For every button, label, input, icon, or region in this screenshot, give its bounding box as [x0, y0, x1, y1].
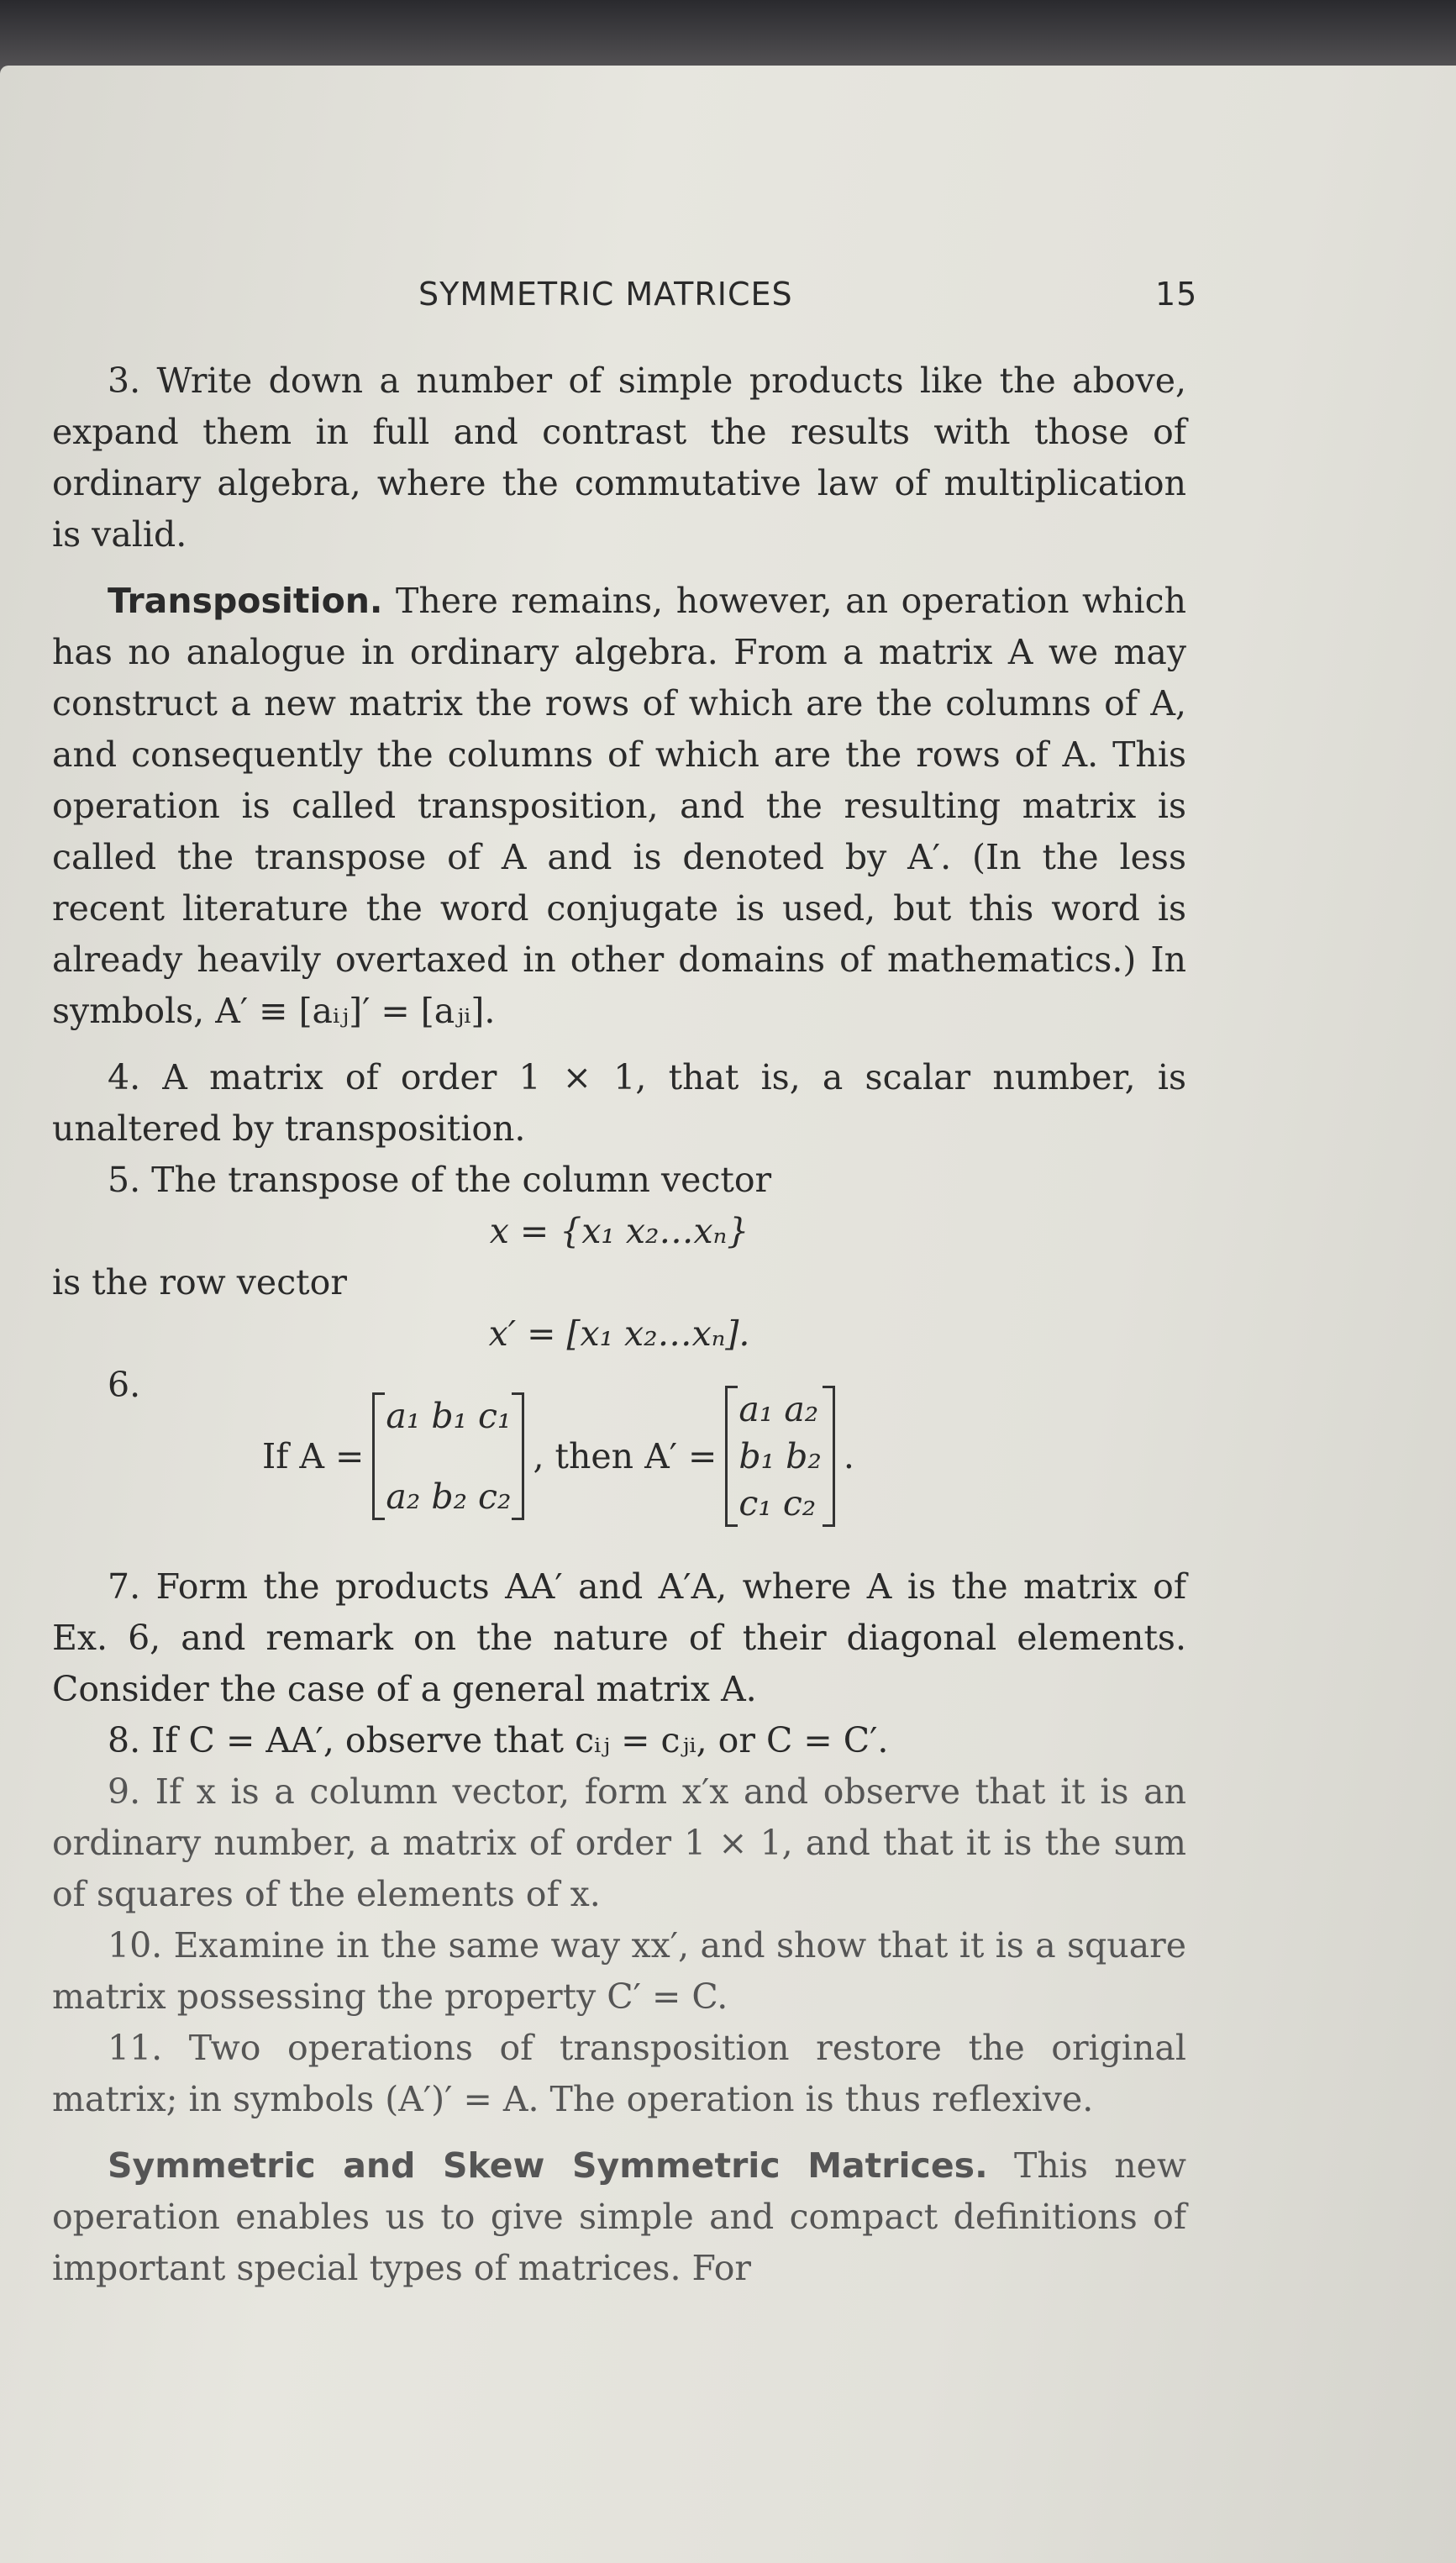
exercise-9: 9. If x is a column vector, form x′x and observe that it is an ordinary number, a matrix of order 1 × 1, and that it is the sum of squares of the elements of x.	[52, 1771, 1186, 1914]
exercise-3: 3. Write down a number of simple products like the above, expand them in full and contrast the results with those of ordinary algebra, where the commutative law of multiplication is valid.	[52, 361, 1186, 555]
exercise-6-equation	[254, 1360, 863, 1553]
transposition-heading: Transposition.	[108, 581, 383, 621]
matrix-a-transpose	[725, 1386, 834, 1527]
running-title: SYMMETRIC MATRICES	[418, 276, 793, 313]
page-body	[52, 355, 1186, 2294]
matrix-at-row-1: a₁ a₂	[739, 1389, 819, 1429]
exercise-10: 10. Examine in the same way xx′, and show that it is a square matrix possessing the property C′ = C.	[52, 1925, 1186, 2017]
equation-period: .	[843, 1435, 854, 1476]
if-a-label: If A =	[262, 1435, 365, 1476]
matrix-at-row-2: b₁ b₂	[739, 1436, 822, 1476]
exercise-5-middle: is the row vector	[52, 1262, 347, 1303]
book-page	[0, 66, 1456, 2563]
exercise-11: 11. Two operations of transposition restore the original matrix; in symbols (A′)′ = A. The operation is thus reflexive.	[52, 2028, 1186, 2119]
page-number: 15	[1155, 276, 1198, 313]
matrix-a-row-2: a₂ b₂ c₂	[386, 1476, 512, 1517]
matrix-a-row-1: a₁ b₁ c₁	[386, 1396, 512, 1436]
symmetric-paragraph	[52, 2140, 1186, 2294]
equation-row-vector: x′ = [x₁ x₂…xₙ].	[488, 1313, 750, 1354]
exercise-8: 8. If C = AA′, observe that cᵢⱼ = cⱼᵢ, or C = C′.	[108, 1720, 889, 1760]
transposition-text: There remains, however, an operation which has no analogue in ordinary algebra. From a matrix A we may construct a new matrix the rows of which are the columns of A, and consequently the columns of which are the rows of A. This operation is called transposition, and the resulting matrix is called the transpose of A and is denoted by A′. (In the less recent literature the word conjugate is used, but this word is already heavily overtaxed in other domains of mathematics.) In symbols, A′ ≡ [aᵢⱼ]′ = [aⱼᵢ].	[52, 581, 1186, 1031]
exercise-6	[52, 1360, 1186, 1561]
transposition-paragraph	[52, 576, 1186, 1037]
running-header	[0, 276, 1456, 326]
matrix-a	[372, 1392, 524, 1520]
then-label: , then A′ =	[533, 1435, 717, 1476]
exercise-4: 4. A matrix of order 1 × 1, that is, a scalar number, is unaltered by transposition.	[52, 1057, 1186, 1149]
exercise-7: 7. Form the products AA′ and A′A, where A is the matrix of Ex. 6, and remark on the nature of their diagonal elements. Consider the case of a general matrix A.	[52, 1566, 1186, 1709]
matrix-at-row-3: c₁ c₂	[739, 1483, 817, 1524]
exercise-5-intro: 5. The transpose of the column vector	[108, 1160, 772, 1200]
exercise-6-number: 6.	[108, 1365, 141, 1405]
symmetric-heading: Symmetric and Skew Symmetric Matrices.	[108, 2145, 988, 2186]
symmetric-text: This new operation enables us to give simple and compact definitions of important special types of matrices. For	[52, 2145, 1186, 2288]
equation-column-vector: x = {x₁ x₂…xₙ}	[489, 1211, 749, 1251]
